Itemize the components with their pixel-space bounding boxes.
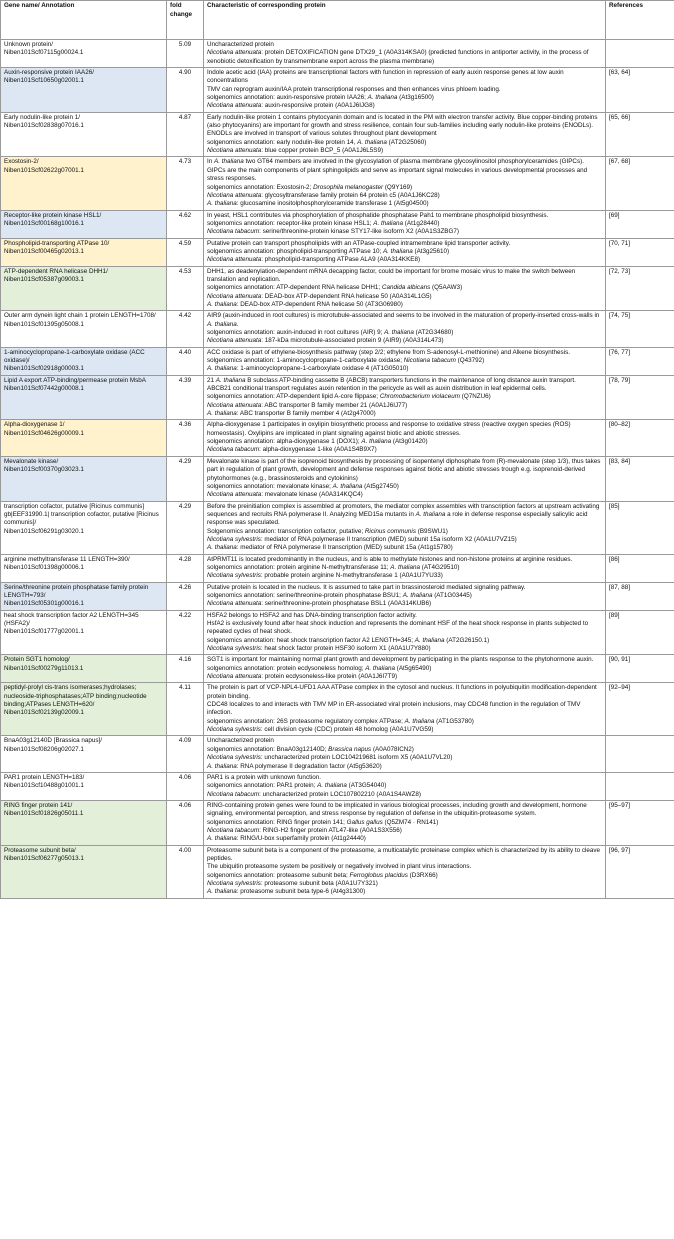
fold-change-cell: 4.59 [167,238,204,266]
characteristic-line: PAR1 is a protein with unknown function. [207,773,321,781]
characteristic-line: solgenomics annotation: ATP-dependent RNA helicase DHH1; Candida albicans (Q5AAW3) [207,284,463,292]
fold-change-cell: 4.73 [167,157,204,210]
characteristic-line: Nicotiana attenuata: auxin-responsive protein (A0A1J6IJG8) [207,102,375,110]
characteristic-line: solgenomics annotation: auxin-responsive protein IAA26; A. thaliana (At3g16500) [207,94,434,102]
fold-change-cell: 4.16 [167,655,204,683]
characteristic-line: Before the preinitiation complex is assembled at promoters, the mediator complex assembles with transcription factors at upstream activating sequences and recruits RNA polymerase II. Analyzing MED15a mutants in A. thaliana a role in defense response especially salicylic acid response was speculated. [207,502,600,527]
characteristic-line: solgenomics annotation: 1-aminocyclopropane-1-carboxylate oxidase; Nicotiana tabacum (Q43792) [207,357,485,365]
characteristic-line: A. thaliana: 1-aminocyclopropane-1-carboxylate oxidase 4 (AT1G05010) [207,365,409,373]
characteristic-cell [204,683,606,736]
references-cell: [86] [606,554,674,582]
references-cell: [80–82] [606,420,674,456]
table-row [1,112,674,157]
characteristic-cell [204,375,606,420]
gene-name-cell: RING finger protein 141/ Niben101Scf01826g05011.1 [1,800,167,845]
references-cell: [72, 73] [606,266,674,311]
characteristic-line: A. thaliana: RING/U-box superfamily protein (At1g24440) [207,835,366,843]
gene-name-cell: 1-aminocyclopropane-1-carboxylate oxidase (ACC oxidase)/ Niben101Scf02918g00003.1 [1,347,167,375]
references-cell: [76, 77] [606,347,674,375]
characteristic-cell [204,456,606,501]
gene-name-cell: PAR1 protein LENGTH=183/ Niben101Scf10488g01001.1 [1,772,167,800]
gene-name-cell: Alpha-dioxygenase 1/ Niben101Scf04626g00009.1 [1,420,167,456]
references-cell: [90, 91] [606,655,674,683]
characteristic-line: Nicotiana tabacum: RING-H2 finger protein ATL47-like (A0A1S3X556) [207,826,402,834]
gene-name-cell: Protein SGT1 homolog/ Niben101Scf00279g11013.1 [1,655,167,683]
characteristic-line: solgenomics annotation: serine/threonine-protein phosphatase BSU1; A. thaliana (AT1G03445) [207,591,472,599]
characteristic-line: A. thaliana: proteasome subunit beta type-6 (At4g31300) [207,888,366,896]
characteristic-cell [204,554,606,582]
characteristic-line: Nicotiana attenuata: mevalonate kinase (A0A314KQC4) [207,491,363,499]
characteristic-cell [204,311,606,347]
characteristic-cell [204,157,606,210]
characteristic-line: Nicotiana sylvestris: cell division cycle (CDC) protein 48 homolog (A0A1U7VG59) [207,726,434,734]
header-characteristic: Characteristic of corresponding protein [204,1,606,40]
characteristic-cell [204,347,606,375]
fold-change-cell: 4.87 [167,112,204,157]
table-row [1,772,674,800]
gene-name-cell: Exostosin-2/ Niben101Scf02622g07001.1 [1,157,167,210]
characteristic-line: Putative protein can transport phospholipids with an ATPase-coupled intramembrane lipid transporter activity. [207,239,511,247]
table-row [1,800,674,845]
references-cell: [65, 66] [606,112,674,157]
gene-name-cell: Early nodulin-like protein 1/ Niben101Scf02838g07016.1 [1,112,167,157]
characteristic-line: solgenomics annotation: RING finger protein 141; Gallus gallus (Q5ZM74 · RN141) [207,818,439,826]
characteristic-line: Uncharacterized protein [207,41,274,48]
table-row [1,845,674,898]
fold-change-cell: 4.62 [167,210,204,238]
characteristic-line: Putative protein is located in the nucleus. It is assumed to take part in brassinosteroid mediated signaling pathway. [207,583,526,591]
references-cell: [67, 68] [606,157,674,210]
characteristic-cell [204,655,606,683]
characteristic-line: HsfA2 is exclusively found after heat shock induction and represents the dominant HSF of the heat shock response in plants subjected to repeated cycles of heat shock. [207,620,589,636]
characteristic-line: solgenomics annotation: early nodulin-like protein 14, A. thaliana (AT2G25060) [207,138,427,146]
characteristic-line: solgenomics annotation: ATP-dependent lipid A-core flippase; Chromobacterium violaceum (Q7NZU6) [207,393,491,401]
characteristic-line: Nicotiana tabacum: uncharacterized protein LOC107802210 (A0A1S4AWZ8) [207,790,421,798]
fold-change-cell: 4.53 [167,266,204,311]
references-cell: [92–94] [606,683,674,736]
table-row [1,420,674,456]
gene-name-cell: Phospholipid-transporting ATPase 10/ Niben101Scf00465g02013.1 [1,238,167,266]
characteristic-line: Nicotiana tabacum: serine/threonine-protein kinase STY17-like isoform X2 (A0A1S3ZBG7) [207,228,459,236]
fold-change-cell: 4.39 [167,375,204,420]
characteristic-line: Mevalonate kinase is part of the isoprenoid biosynthesis by processing of isopentenyl diphosphate from (R)-mevalonate (step 1/3), thus takes part in regulation of plant growth, development and defense responses against biotic and abiotic stresses trough e.g. isoprenoid-derived phytohormones (e.g., brassinosteroids and cytokinins) [207,457,601,482]
characteristic-line: solgenomics annotation: mevalonate kinase; A. thaliana (At5g27450) [207,482,399,490]
table-row [1,375,674,420]
characteristic-line: solgenomics annotation: BnaA03g12140D; Brassica napus (A0A078ICN2) [207,745,414,753]
fold-change-cell: 4.42 [167,311,204,347]
fold-change-cell: 4.29 [167,501,204,554]
table-header-row [1,1,674,40]
references-cell: [87, 88] [606,582,674,610]
gene-name-cell: peptidyl-prolyl cis-trans isomerases;hydrolases; nucleoside-triphosphatases;ATP binding;nucleotide binding;ATPases LENGTH=620/ Niben101Scf02139g02009.1 [1,683,167,736]
characteristic-cell [204,736,606,772]
characteristic-cell [204,501,606,554]
characteristic-line: solgenomics annotation: receptor-like protein kinase HSL1; A. thaliana (At1g28440) [207,219,440,227]
characteristic-line: A. thaliana: DEAD-box ATP-dependent RNA helicase 50 (AT3G06980) [207,300,403,308]
characteristic-line: solgenomics annotation: phospholipid-transporting ATPase 10; A. thaliana (At3g25610) [207,247,450,255]
characteristic-line: solgenomics annotation: PAR1 protein; A. thaliana (AT3G54040) [207,782,387,790]
characteristic-line: Nicotiana sylvestris: heat shock factor protein HSF30 isoform X1 (A0A1U7Y880) [207,645,431,653]
characteristic-line: Early nodulin-like protein 1 contains phytocyanin domain and is located in the PM with electron transfer activity. Blue copper-binding proteins (also phytocyanins) are important for growth and stress resilience, contain four sub-families including early nodulin-like proteins (ENODLs). ENODLs are involved in transport of various solutes throughout plant development [207,113,598,138]
characteristic-line: HSFA2 belongs to HSFA2 and has DNA-binding transcription factor activity. [207,611,417,619]
characteristic-line: solgenomics annotation: protein arginine N-methyltransferase 11; A. thaliana (AT4G29510) [207,563,460,571]
characteristic-line: A. thaliana: RNA polymerase II degradation factor (At5g53620) [207,762,382,770]
characteristic-line: Nicotiana attenuata: DEAD-box ATP-dependent RNA helicase 50 (A0A314L1G5) [207,292,432,300]
characteristic-cell [204,610,606,655]
fold-change-cell: 4.06 [167,772,204,800]
references-cell: [78, 79] [606,375,674,420]
fold-change-cell: 4.06 [167,800,204,845]
gene-name-cell: Proteasome subunit beta/ Niben101Scf06277g05013.1 [1,845,167,898]
gene-name-cell: Receptor-like protein kinase HSL1/ Niben101Scf00168g10016.1 [1,210,167,238]
characteristic-cell [204,800,606,845]
characteristic-line: Nicotiana attenuata: phospholipid-transporting ATPase ALA9 (A0A314KKE8) [207,256,421,264]
characteristic-line: solgenomics annotation: alpha-dioxygenase 1 (DOX1); A. thaliana (At3g01420) [207,438,428,446]
gene-name-cell: Serine/threonine protein phosphatase family protein LENGTH=793/ Niben101Scf05301g00016.1 [1,582,167,610]
characteristic-line: TMV can reprogram auxin/IAA protein transcriptional responses and then enhances virus phloem loading. [207,85,501,93]
characteristic-line: Proteasome subunit beta is a component of the proteasome, a multicatalytic proteinase complex which is characterized by its ability to cleave peptides. [207,846,601,862]
characteristic-line: In yeast, HSL1 contributes via phosphorylation of phosphatide phosphatase Pah1 to membrane phospholipid biosynthesis. [207,211,549,219]
gene-name-cell: Mevalonate kinase/ Niben101Scf00370g03023.1 [1,456,167,501]
fold-change-cell: 4.09 [167,736,204,772]
characteristic-line: Nicotiana sylvestris: uncharacterized protein LOC104219681 isoform X5 (A0A1U7VL20) [207,754,453,762]
characteristic-line: CDC48 localizes to and interacts with TMV MP in ER-associated viral protein inclusions, may CDC48 function in the regulation of TMV infection. [207,701,581,717]
fold-change-cell: 4.26 [167,582,204,610]
characteristic-cell [204,112,606,157]
fold-change-cell: 5.09 [167,40,204,68]
table-row [1,554,674,582]
references-cell: [89] [606,610,674,655]
characteristic-line: A. thaliana: glucosamine inositolphosphorylceramide transferase 1 (At5g04500) [207,200,429,208]
references-cell: [85] [606,501,674,554]
characteristic-line: SGT1 is important for maintaining normal plant growth and development by participating in the plants response to the phytohormone auxin. [207,656,594,664]
table-row [1,157,674,210]
characteristic-line: Nicotiana sylvestris: probable protein arginine N-methyltransferase 1 (A0A1U7YU33) [207,572,443,580]
references-cell: [63, 64] [606,68,674,113]
characteristic-line: Nicotiana attenuata: protein DETOXIFICATION gene DTX29_1 (A0A314KSA0) (predicted functions in antiporter activity, in the process of xenobiotic detoxification by transmembrane export across the plasma membrane) [207,49,589,65]
table-row [1,40,674,68]
characteristic-line: AtPRMT11 is located predominantly in the nucleus, and is able to methylate histones and non-histone proteins at arginine residues. [207,555,573,563]
characteristic-line: solgenomics annotation: proteasome subunit beta; Ferroglobus placidus (D3RX66) [207,871,438,879]
characteristic-line: Uncharacterized protein [207,737,274,745]
references-cell: [69] [606,210,674,238]
gene-name-cell: ATP-dependent RNA helicase DHH1/ Niben101Scf05387g09003.1 [1,266,167,311]
characteristic-cell [204,772,606,800]
table-row [1,501,674,554]
characteristic-line: Nicotiana tabacum: alpha-dioxygenase 1-like (A0A1S4B9X7) [207,446,377,454]
characteristic-line: AIR9 (auxin-induced in root cultures) is microtubule-associated and seems to be involved in the maturation of properly-inserted cross-walls in A. thaliana. [207,312,600,328]
characteristic-line: Nicotiana sylvestris: proteasome subunit beta (A0A1U7Y321) [207,879,378,887]
references-cell: [96, 97] [606,845,674,898]
characteristic-line: The ubiquitin proteasome system be positively or negatively involved in plant virus interactions. [207,863,472,871]
references-cell [606,772,674,800]
characteristic-line: DHH1, as deadenylation-dependent mRNA decapping factor, could be important for brome mosaic virus to make the switch between translation and replication. [207,267,576,283]
header-gene-name: Gene name/ Annotation [1,1,167,40]
fold-change-cell: 4.00 [167,845,204,898]
references-cell [606,736,674,772]
header-references: References [606,1,674,40]
table-row [1,347,674,375]
table-row [1,610,674,655]
table-row [1,210,674,238]
characteristic-line: In A. thaliana two GT64 members are involved in the glycosylation of plasma membrane glycosylinositol phosphorylceramides (GIPCs). GIPCs are the main components of plant sphingolipids and serve as important signal molecules in various developmental processes and stress responses. [207,158,588,183]
characteristic-line: ABCB21 conditional transport regulates auxin retention in the pericycle as well as auxin distribution in leaf epidermal cells. [207,385,547,393]
gene-name-cell: BnaA03g12140D [Brassica napus]/ Niben101Scf08206g02027.1 [1,736,167,772]
characteristic-line: RING-containing protein genes were found to be implicated in various biological processes, including growth and development, hormone signaling, environmental perception, and stress response by regulation of defense in the ubiquitin-proteasome system. [207,801,587,818]
table-row [1,238,674,266]
characteristic-line: Indole acetic acid (IAA) proteins are transcriptional factors with function in repression of early auxin response genes at low auxin concentrations [207,69,564,85]
fold-change-cell: 4.90 [167,68,204,113]
fold-change-cell: 4.28 [167,554,204,582]
characteristic-line: Solgenomics annotation: transcription cofactor, putative; Ricinus communis (B9SWU1) [207,527,448,535]
characteristic-line: 21 A. thaliana B subclass ATP-binding cassette B (ABCB) transporters functions in the maintenance of long distance auxin transport. [207,376,576,384]
header-fold-change: fold change [167,1,204,40]
table-body [1,40,674,899]
table-row [1,655,674,683]
characteristic-cell [204,40,606,68]
characteristic-line: Nicotiana attenuata: 187-kDa microtubule-associated protein 9 (AIR9) (A0A314L473) [207,337,444,345]
table-row [1,456,674,501]
fold-change-cell: 4.29 [167,456,204,501]
characteristic-line: Nicotiana attenuata: glycosyltransferase family protein 64 protein c5 (A0A1J6KC28) [207,191,440,199]
references-cell: [83, 84] [606,456,674,501]
characteristic-cell [204,210,606,238]
gene-name-cell: transcription cofactor, putative [Ricinus communis] gb|EEF31990.1| transcription cofactor, putative [Ricinus communis]/ Niben101Scf06291g03020.1 [1,501,167,554]
characteristic-line: solgenomics annotation: 26S proteasome regulatory complex ATPase; A. thaliana (AT1G53780) [207,717,474,725]
characteristic-cell [204,68,606,113]
gene-name-cell: Lipid A export ATP-binding/permease protein MsbA Niben101Scf07442g00008.1 [1,375,167,420]
characteristic-line: solgenomics annotation: protein ecdysoneless homolog; A. thaliana (At5g65490) [207,664,432,672]
fold-change-cell: 4.40 [167,347,204,375]
gene-name-cell: Outer arm dynein light chain 1 protein LENGTH=1708/ Niben101Scf01395g05008.1 [1,311,167,347]
characteristic-cell [204,582,606,610]
table-row [1,311,674,347]
characteristic-line: A. thaliana: ABC transporter B family member 4 (At2g47000) [207,410,376,418]
characteristic-cell [204,420,606,456]
gene-name-cell: arginine methyltransferase 11 LENGTH=390/ Niben101Scf01398g00006.1 [1,554,167,582]
characteristic-line: The protein is part of VCP-NPL4-UFD1 AAA ATPase complex in the cytosol and nucleus. It functions in polyubiquitin modification-dependent protein binding. [207,684,597,700]
gene-name-cell: Unknown protein/ Niben101Scf07115g00024.1 [1,40,167,68]
references-cell [606,40,674,68]
gene-name-cell: Auxin-responsive protein IAA26/ Niben101Scf10650g02001.1 [1,68,167,113]
characteristic-line: A. thaliana: mediator of RNA polymerase II transcription (MED) subunit 15a (At1g15780) [207,544,453,552]
characteristic-cell [204,266,606,311]
table-row [1,736,674,772]
characteristic-line: ACC oxidase is part of ethylene-biosynthesis pathway (step 2/2; ethylene from S-adenosyl-L-methionine) and Alkene biosynthesis. [207,348,570,356]
gene-name-cell: heat shock transcription factor A2 LENGTH=345 (HSFA2)/ Niben101Scf01777g02001.1 [1,610,167,655]
characteristic-line: solgenomics annotation: heat shock transcription factor A2 LENGTH=345; A. thaliana (AT2G26150.1) [207,636,490,644]
characteristic-line: Nicotiana attenuata: protein ecdysoneless-like protein (A0A1J6I7T9) [207,673,398,681]
references-cell: [74, 75] [606,311,674,347]
characteristic-line: solgenomics annotation: Exostosin-2; Drosophila melanogaster (Q9Y169) [207,183,413,191]
characteristic-cell [204,238,606,266]
characteristic-cell [204,845,606,898]
fold-change-cell: 4.36 [167,420,204,456]
table-row [1,683,674,736]
references-cell: [95–97] [606,800,674,845]
table-row [1,266,674,311]
fold-change-cell: 4.22 [167,610,204,655]
characteristic-line: Nicotiana attenuata: serine/threonine-protein phosphatase BSL1 (A0A314KUB6) [207,600,432,608]
characteristic-line: Nicotiana attenuata: blue copper protein BCP_5 (A0A1J6L5S9) [207,147,384,155]
table-row [1,582,674,610]
table-row [1,68,674,113]
references-cell: [70, 71] [606,238,674,266]
characteristic-line: Alpha-dioxygenase 1 participates in oxylipin biosynthetic process and response to oxidative stress (reactive oxygen species (ROS) homeostasis). Oxylipins are implicated in plant signaling against biotic and abiotic stresses. [207,421,571,437]
fold-change-cell: 4.11 [167,683,204,736]
characteristic-line: solgenomics annotation: auxin-induced in root cultures (AIR) 9; A. thaliana (AT2G34680) [207,329,454,336]
characteristic-line: Nicotiana sylvestris: mediator of RNA polymerase II transcription (MED) subunit 15a isoform X2 (A0A1U7VZ15) [207,535,517,543]
characteristic-line: Nicotiana attenuata: ABC transporter B family member 21 (A0A1J6IJ77) [207,401,408,409]
